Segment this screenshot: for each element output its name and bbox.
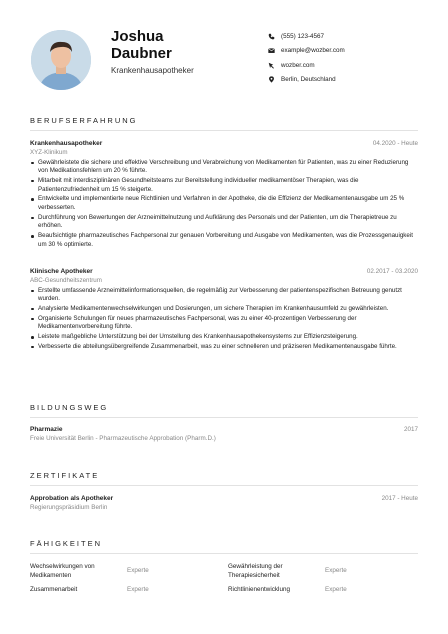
job-organization: ABC-Gesundheitszentrum — [30, 276, 102, 284]
section-title-skills: FÄHIGKEITEN — [30, 539, 103, 548]
section-divider — [30, 553, 418, 554]
bullet-item: Entwickelte und implementierte neue Richtlinien und Verfahren in der Apotheke, die die Effizienz der Medikamentenausgabe um 25 % verbesserten. — [30, 195, 418, 212]
bullet-item: Beaufsichtigte pharmazeutisches Fachpersonal zur genauen Vorbereitung und Ausgabe von Medikamenten, was die Prozessgenauigkeit um 30 % optimierte. — [30, 232, 418, 249]
section-divider — [30, 130, 418, 131]
mail-icon — [268, 47, 275, 54]
skill-level: Experte — [325, 586, 347, 593]
full-name — [111, 28, 251, 62]
bullet-item: Analysierte Medikamentenwechselwirkungen und Dosierungen, um sichere Therapien im Krankenhausumfeld zu gewährleisten. — [30, 305, 418, 314]
last-name: Daubner — [111, 45, 172, 62]
education-entry — [30, 426, 418, 442]
skill-name: Zusammenarbeit — [30, 586, 78, 593]
job-date: 02.2017 - 03.2020 — [366, 268, 418, 275]
contact-phone-text: (555) 123-4567 — [281, 32, 325, 40]
bullet-item: Leistete maßgebliche Unterstützung bei der Umstellung des Krankenhausapothekensystems zur Effizienzsteigerung. — [30, 333, 418, 342]
job-title: Klinische Apotheker — [30, 268, 93, 275]
skill-level: Experte — [127, 567, 149, 574]
job-role: Krankenhausapotheker — [111, 66, 194, 75]
job-bullets — [30, 159, 418, 250]
job-title: Krankenhausapotheker — [30, 140, 103, 147]
job-bullets — [30, 287, 418, 352]
contact-website-text[interactable]: wozber.com — [281, 61, 315, 69]
education-date: 2017 — [403, 426, 418, 433]
certificate-entry — [30, 495, 418, 511]
section-title-education: BILDUNGSWEG — [30, 403, 109, 412]
first-name: Joshua — [111, 28, 164, 45]
contact-list — [268, 29, 345, 87]
skill-level: Experte — [127, 586, 149, 593]
skill-name: Richtlinienentwicklung — [228, 586, 290, 593]
bullet-item: Organisierte Schulungen für neues pharmazeutisches Fachpersonal, was zu einer 40-prozentigen Verbesserung der Medikamentenvorbereitung führte. — [30, 315, 418, 332]
phone-icon — [268, 33, 275, 40]
certificate-issuer: Regierungspräsidium Berlin — [30, 504, 108, 511]
bullet-item: Mitarbeit mit interdisziplinären Gesundheitsteams zur Bereitstellung individueller medikamentöser Therapien, was die Patientenzufriedenheit um 15 % steigerte. — [30, 177, 418, 194]
skill-name: Wechselwirkungen von Medikamenten — [30, 563, 95, 579]
bullet-item: Erstellte umfassende Arzneimittelinformationsquellen, die regelmäßig zur Verbesserung der patientenspezifischen Betreuung genutzt wurden. — [30, 287, 418, 304]
contact-phone — [268, 29, 345, 43]
contact-location — [268, 73, 345, 87]
avatar — [31, 30, 91, 90]
job-entry — [30, 140, 418, 250]
section-title-experience: BERUFSERFAHRUNG — [30, 116, 138, 125]
education-detail: Freie Universität Berlin - Pharmazeutische Approbation (Pharm.D.) — [30, 435, 216, 442]
section-title-certificates: ZERTIFIKATE — [30, 471, 100, 480]
job-date: 04.2020 - Heute — [372, 140, 418, 147]
certificate-title: Approbation als Apotheker — [30, 495, 114, 502]
skill-name: Gewährleistung der Therapiesicherheit — [228, 563, 283, 579]
bullet-item: Gewährleistete die sichere und effektive Verschreibung und Verabreichung von Medikamenten für Patienten, was zu einer Reduzierung von Medikationsfehlern um 20 % führte. — [30, 159, 418, 176]
education-title: Pharmazie — [30, 426, 63, 433]
job-organization: XYZ-Klinikum — [30, 148, 68, 156]
contact-email[interactable] — [268, 44, 345, 58]
section-divider — [30, 417, 418, 418]
contact-email-text[interactable]: example@wozber.com — [281, 47, 345, 54]
contact-website[interactable] — [268, 58, 345, 72]
location-pin-icon — [268, 76, 275, 83]
certificate-date: 2017 - Heute — [381, 495, 418, 502]
skill-level: Experte — [325, 567, 347, 574]
job-entry — [30, 268, 418, 351]
bullet-item: Verbesserte die abteilungsübergreifende Zusammenarbeit, was zu einer schnelleren und präziseren Medikamentenausgabe führte. — [30, 343, 418, 352]
section-divider — [30, 485, 418, 486]
link-icon — [268, 62, 275, 69]
bullet-item: Durchführung von Bewertungen der Arzneimittelnutzung und Aufklärung des Personals und der Patienten, um die Therapietreue zu erhöhen. — [30, 214, 418, 231]
profile-photo — [31, 30, 91, 90]
contact-location-text: Berlin, Deutschland — [281, 76, 336, 83]
